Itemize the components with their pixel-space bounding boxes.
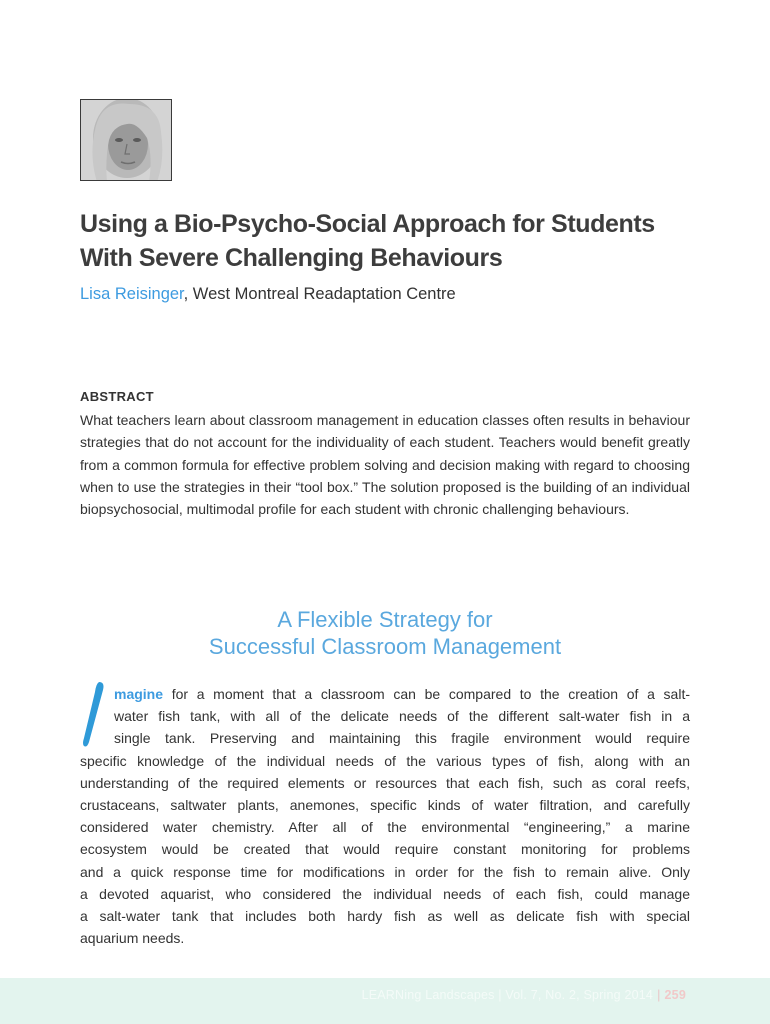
article-title-line-2: With Severe Challenging Behaviours xyxy=(80,244,503,272)
author-name: Lisa Reisinger xyxy=(80,285,184,303)
body-line-7: considered water chemistry. After all of the environmental “engineering,” a marine xyxy=(80,819,690,836)
body-line-6: crustaceans, saltwater plants, anemones, specific kinds of water filtration, and carefully xyxy=(80,796,690,813)
body-line-2: water fish tank, with all of the delicate needs of the different salt-water fish in a xyxy=(114,708,690,725)
body-line-1-text: for a moment that a classroom can be compared to the creation of a salt- xyxy=(163,686,690,702)
footer-citation xyxy=(362,988,686,1002)
body-paragraph xyxy=(80,683,690,949)
section-heading-line-2: Successful Classroom Management xyxy=(208,634,562,659)
body-line-9: and a quick response time for modifications in order for the fish to remain alive. Only xyxy=(80,863,690,880)
journal-citation: LEARNing Landscapes | Vol. 7, No. 2, Spring 2014 xyxy=(361,988,654,1002)
article-title xyxy=(80,207,720,275)
body-line-11: a salt-water tank that includes both hardy fish as well as delicate fish with special xyxy=(80,907,690,924)
abstract-heading: ABSTRACT xyxy=(80,389,154,404)
abstract-text: What teachers learn about classroom management in education classes often results in behaviour strategies that do not account for the individuality of each student. Teachers would benefit greatly from a common formula for effective problem solving and decision making with regard to choosing when to use the strategies in their “tool box.” The solution proposed is the building of an individual biopsychosocial, multimodal profile for each student with chronic challenging behaviours. xyxy=(80,412,690,518)
body-line-12: aquarium needs. xyxy=(80,930,185,947)
article-title-line-1: Using a Bio-Psycho-Social Approach for Students xyxy=(80,210,655,238)
footer-separator: | xyxy=(657,988,661,1002)
footer-band xyxy=(0,978,770,1024)
body-line-5: understanding of the required elements or resources that each fish, such as coral reefs, xyxy=(80,774,690,791)
body-line-8: ecosystem would be created that would require constant monitoring for problems xyxy=(80,841,690,858)
section-heading-line-1: A Flexible Strategy for xyxy=(277,607,493,632)
author-photo xyxy=(80,99,172,181)
body-line-3: single tank. Preserving and maintaining this fragile environment would require xyxy=(114,730,690,747)
lead-word: magine xyxy=(114,686,164,702)
body-line-4: specific knowledge of the individual needs of the various types of fish, along with an xyxy=(80,752,690,769)
byline xyxy=(80,283,456,305)
body-line-1 xyxy=(80,683,690,705)
page-number: 259 xyxy=(664,988,686,1002)
section-heading xyxy=(80,606,690,660)
author-affiliation: , West Montreal Readaptation Centre xyxy=(183,285,456,303)
author-portrait-image xyxy=(81,100,172,181)
body-line-10: a devoted aquarist, who considered the individual needs of each fish, could manage xyxy=(80,885,690,902)
